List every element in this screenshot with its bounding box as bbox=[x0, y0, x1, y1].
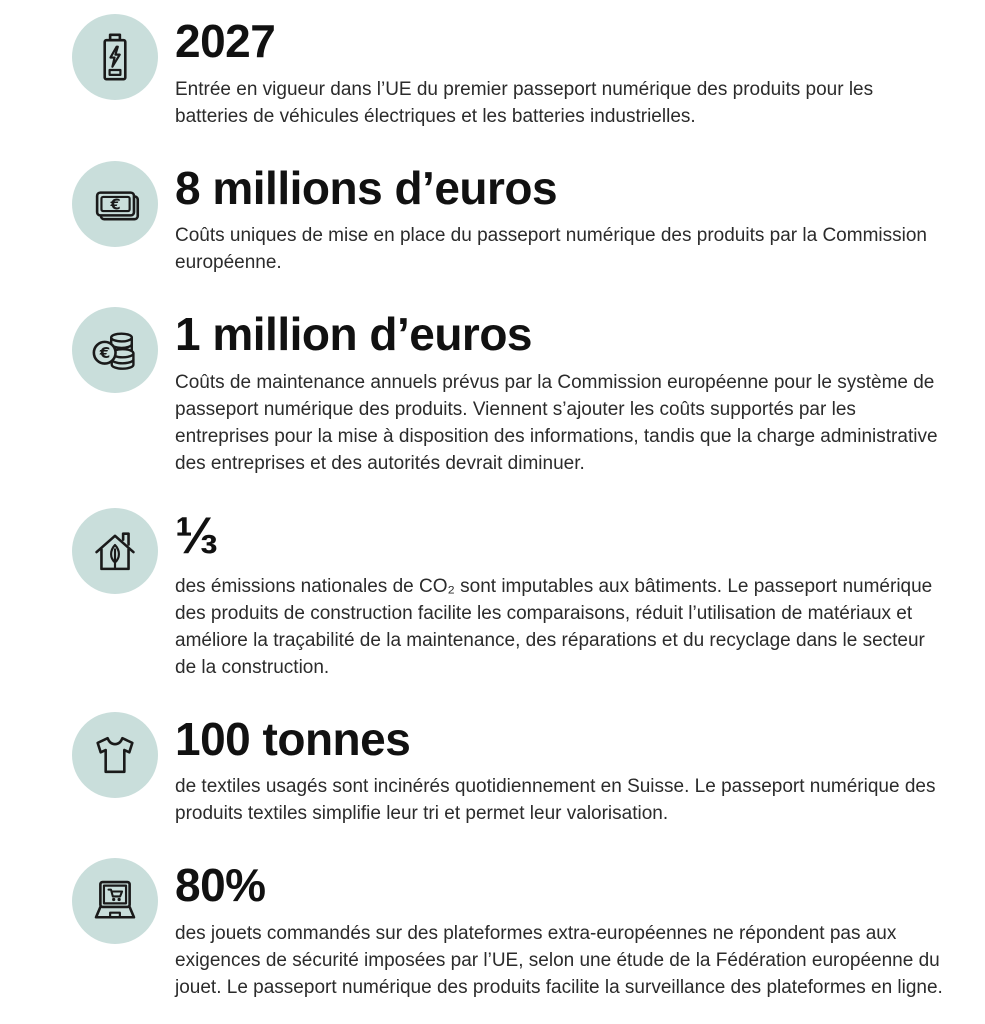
stat-headline: 100 tonnes bbox=[175, 712, 411, 765]
stat-description: Coûts de maintenance annuels prévus par la Commission européenne pour le système de passeport numérique des produits. Viennent s’ajouter les coûts supportés par les entreprises pour la mise à disposition des informations, tandis que la charge administrative des entreprises et des autorités devrait diminuer. bbox=[175, 371, 938, 474]
euro-symbol: € bbox=[99, 344, 111, 363]
stat-headline: ⅓ bbox=[175, 506, 218, 565]
stat-section-construction bbox=[72, 508, 947, 681]
online-shopping-laptop-icon bbox=[72, 858, 158, 944]
stat-section-textiles bbox=[72, 712, 947, 828]
stat-section-maintenance-costs bbox=[72, 307, 947, 477]
stat-description: des émissions nationales de CO₂ sont imputables aux bâtiments. Le passeport numérique des produits de construction facilite les comparaisons, réduit l’utilisation de matériaux et améliore la traçabilité de la maintenance, des réparations et du recyclage dans le secteur de la construction. bbox=[175, 575, 933, 678]
euro-banknote-icon bbox=[72, 161, 158, 247]
stat-headline: 2027 bbox=[175, 15, 276, 67]
tshirt-icon bbox=[72, 712, 158, 798]
stat-description: de textiles usagés sont incinérés quotidiennement en Suisse. Le passeport numérique des produits textiles simplifie leur tri et permet leur valorisation. bbox=[175, 776, 936, 825]
stat-section-setup-costs bbox=[72, 161, 947, 277]
stat-description: Entrée en vigueur dans l’UE du premier passeport numérique des produits pour les batteries de véhicules électriques et les batteries industrielles. bbox=[175, 78, 874, 127]
stat-headline: 1 million d’euros bbox=[175, 308, 533, 361]
stat-description: Coûts uniques de mise en place du passeport numérique des produits par la Commission européenne. bbox=[175, 225, 927, 274]
euro-coins-icon bbox=[72, 307, 158, 393]
battery-charging-icon bbox=[72, 14, 158, 100]
stat-description: des jouets commandés sur des plateformes extra-européennes ne répondent pas aux exigences de sécurité imposées par l’UE, selon une étude de la Fédération européenne du jouet. Le passeport numérique des produits facilite la surveillance des plateformes en ligne. bbox=[175, 922, 943, 998]
stat-headline: 80% bbox=[175, 859, 266, 912]
stat-section-toys-platforms bbox=[72, 858, 947, 1001]
eco-house-leaf-icon bbox=[72, 508, 158, 594]
stat-headline: 8 millions d’euros bbox=[175, 161, 558, 214]
euro-symbol: € bbox=[110, 196, 121, 214]
stat-section-batteries bbox=[72, 14, 947, 130]
